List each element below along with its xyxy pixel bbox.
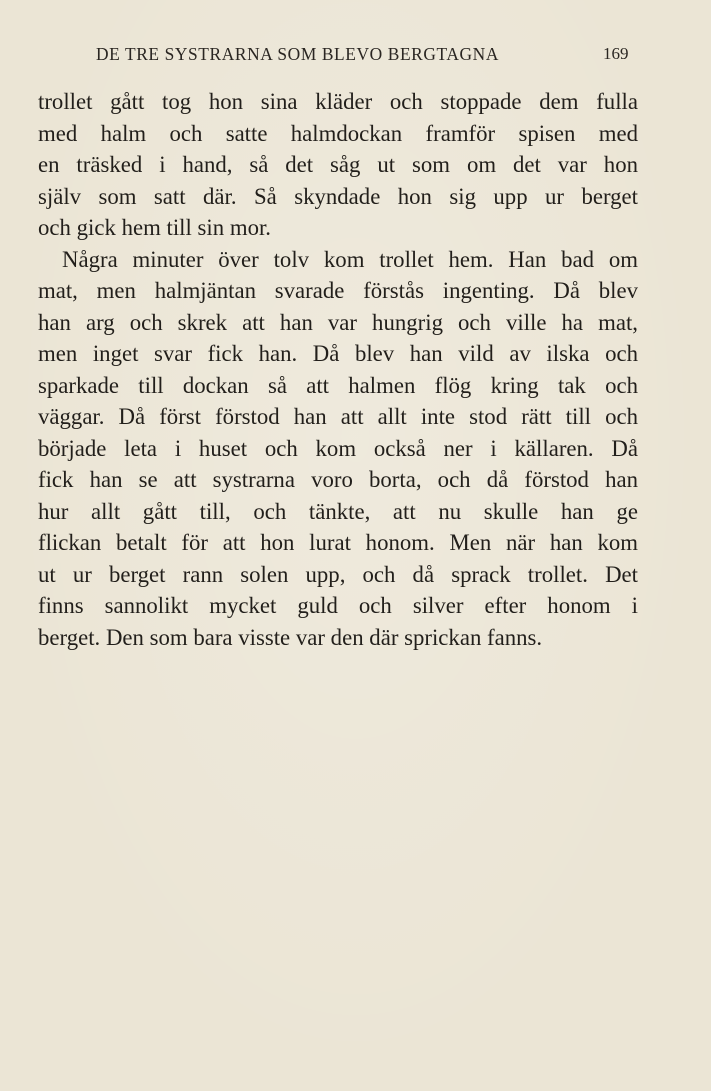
text-line: hur allt gått till, och tänkte, att nu skulle han ge [38, 498, 638, 524]
text-line: flickan betalt för att hon lurat honom. Men när han kom [38, 530, 638, 555]
text-line: fick han se att systrarna voro borta, och då förstod han [38, 467, 638, 492]
text-line: trollet gått tog hon sina kläder och stoppade dem fulla [38, 89, 638, 114]
text-line: sparkade till dockan så att halmen flög kring tak och [38, 372, 638, 398]
text-line: en träsked i hand, så det såg ut som om det var hon [38, 152, 638, 177]
text-line: mat, men halmjäntan svarade förstås ingenting. Då blev [38, 278, 638, 303]
text-line-paragraph-end: berget. Den som bara visste var den där sprickan fanns. [38, 624, 543, 650]
text-line: han arg och skrek att han var hungrig och ville ha mat, [38, 309, 638, 335]
running-title: DE TRE SYSTRARNA SOM BLEVO BERGTAGNA [96, 44, 499, 64]
text-line: väggar. Då först förstod han att allt inte stod rätt till och [38, 404, 638, 429]
text-line: ut ur berget rann solen upp, och då sprack trollet. Det [38, 561, 638, 587]
running-head [0, 44, 711, 72]
page-number: 169 [603, 44, 629, 63]
text-line-paragraph-start: Några minuter över tolv kom trollet hem. Han bad om [62, 246, 638, 272]
text-line: själv som satt där. Så skyndade hon sig upp ur berget [38, 183, 638, 209]
text-line: började leta i huset och kom också ner i källaren. Då [38, 435, 638, 461]
text-line: med halm och satte halmdockan framför spisen med [38, 120, 638, 146]
body-text [38, 86, 638, 653]
text-line: men inget svar fick han. Då blev han vild av ilska och [38, 341, 638, 366]
text-line-paragraph-end: och gick hem till sin mor. [38, 215, 272, 240]
text-line: finns sannolikt mycket guld och silver efter honom i [38, 593, 638, 618]
